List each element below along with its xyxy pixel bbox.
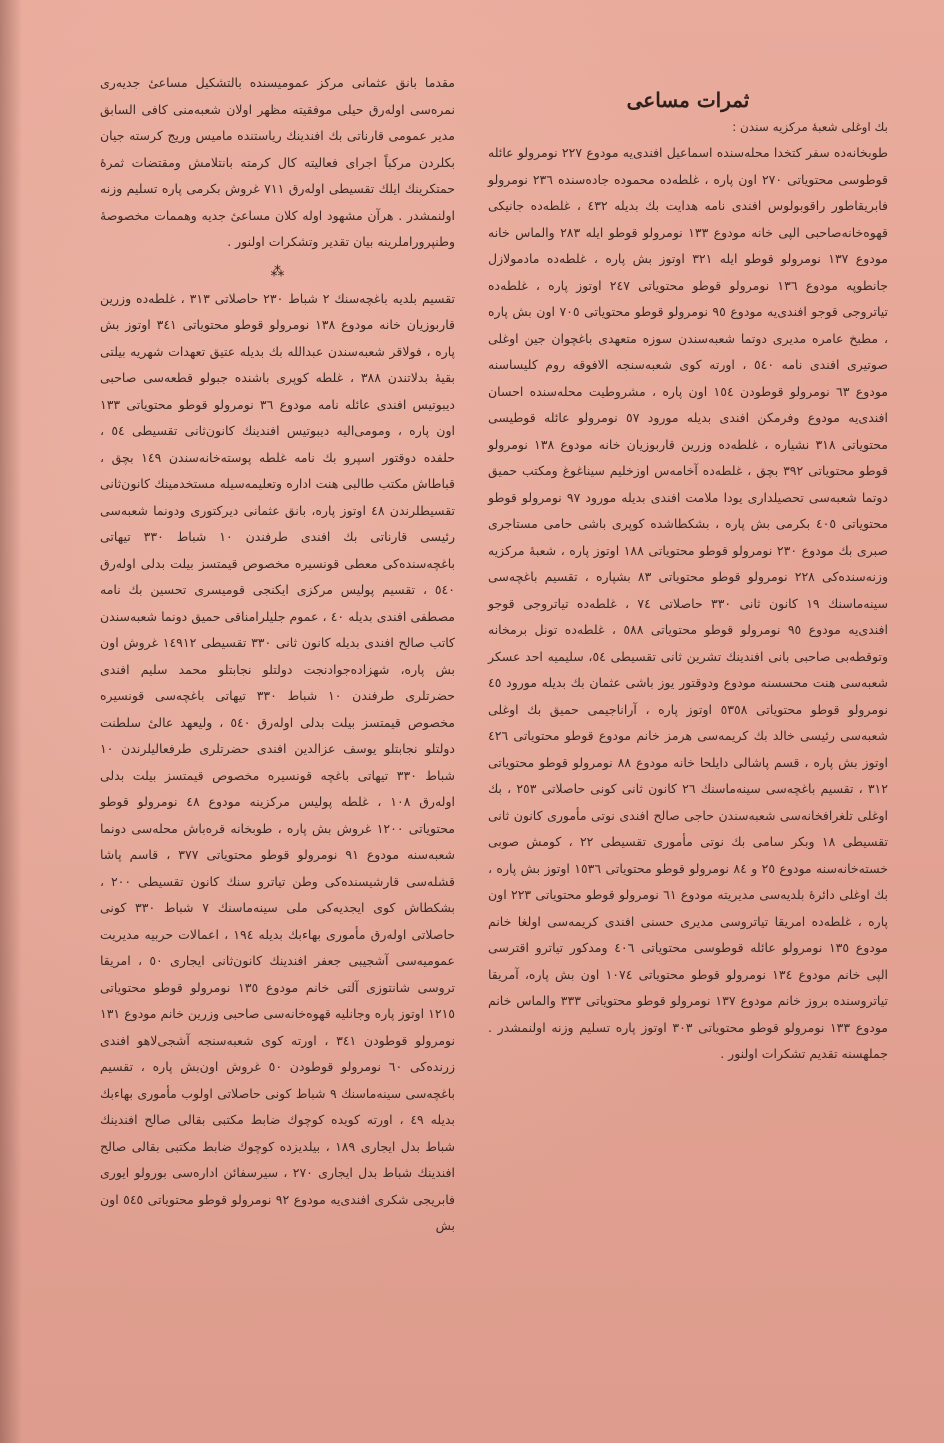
left-column-intro: مقدما بانق عثمانی مركز عمومیسنده بالتشكیل مساعیٔ جدیه‌ری نمره‌سی اوله‌رق حیلی موفقیته مظهر اولان شعبه‌منی كافی السابق مدیر عمومی قارناتی بك افندینك ریاستنده مامیس وریج كرسته جیان بكلردن مركباً اجرای فعالیته كال كرمته بانتلامش ومقتضات ثمرهٔ حمتكرینك ایلك تقسیطی اوله‌رق ٧١١ غروش بكرمی پاره تسلیم وزنه اولنمشدر . هرآن مشهود اوله كلان مساعیٔ جدیه وهممات مخصوصهٔ وطنپروراملرینه بیان تقدیر وتشكرات اولنور . bbox=[100, 75, 456, 249]
section-separator: ⁂ bbox=[270, 263, 285, 280]
page-edge-shadow bbox=[0, 0, 22, 1443]
column-gutter bbox=[470, 60, 471, 1390]
right-column-body: طوبخانه‌ده سفر كتخدا محله‌سنده اسماعیل افندی‌یه مودوع ٢٢٧ نومرولو عائله قوطوسی محتویاتی ٢٧٠ اون پاره ، غلطه‌ده محموده جاده‌سنده ٢٣٦ نومرولو فابریقاطور راقوبولوس افندی نامه هدایت بك بدیله ٤٣٢ ، غلطه‌ده جانیكی قهوه‌خانه‌صاحبی الپی خانه مودوع ١٣٣ نومرولو قوطو ایله ٢٨٣ والماس خانه مودوع ١٣٧ نومرولو قوطو ایله ٣٢١ اوتوز بش پاره ، غلطه‌ده مادمولازل جانطوپه مودوع ١٣٦ نومرولو قوطو محتویاتی ٢٤٧ اوتوز پاره ، غلطه‌ده تیاتروجی قوجو افندی‌یه مودوع ٩٥ نومرولو قوطو محتویاتی ٧٠٥ اون بش پاره ، مطبخ عامره مدیری دوتما شعبه‌سندن سوزه متعهدی باغچوان جین اوغلی صوتیری افندی نامه ٥٤٠ ، اورته كوی شعبه‌سنجه الافوقه روم كلیساسنه مودوع ٦٣ نومرولو قوطودن ١٥٤ اون پاره ، مشروطیت محله‌سنده احسان افندی‌یه مودوع وفرمكن افندی بدیله مورود ٥٧ نومرولو عائله قوطیسی محتویاتی ٣١٨ نشیاره ، غلطه‌ده وزرین قاربوزیان خانه مودوع ١٣٨ نومرولو قوطو محتویاتی ٣٩٢ بچق ، غلطه‌ده آخامه‌س اوزخلیم سیناغوغ ومكتب حمیق دوتما شعبه‌سی تحصیلداری یودا ملامت افندی بدیله مورود ٩٧ نومرولو قوطو محتویاتی ٤٠٥ بكرمی بش پاره ، بشكطاشده كوپری باشی حامی مستاجری صبری بك مودوع ٢٣٠ نومرولو قوطو محتویاتی ١٨٨ اوتوز پاره ، شعبهٔ مركزیه وزنه‌سنده‌كی ٢٢٨ نومرولو قوطو محتویاتی ٨٣ بشپاره ، تقسیم باغچه‌سی سینه‌ماسنك ١٩ كانون ثانی ٣٣٠ حاصلاتی ٧٤ ، غلطه‌ده تیاتروجی قوجو افندی‌یه مودوع ٩٥ نومرولو قوطو محتویاتی ٥٨٨ ، غلطه‌ده تونل برمخانه وتوقطه‌بی صاحبی بانی افندینك تشرین ثانی تقسیطی ٥٤، سلیمیه احد عسكر شعبه‌سی هنت محسسنه مودوع ودوقتور یوز باشی عثمان بك بدیله مورود ٤٥ نومرولو قوطو محتویاتی ٥٣٥٨ اوتوز پاره ، آراناجیمی حمیق بك اوغلی شعبه‌سی رئیسی خالد بك كریمه‌سی هرمز خانم مودوع قوطو محتویاتی ٤٢٦ اوتوز بش پاره ، قسم پاشالی دایلحا خانه مودوع ٨٨ نومرولو قوطو محتویاتی ٣١٢ ، تقسیم باغچه‌سی سینه‌ماسنك ٢٦ كانون ثانی كونی حاصلاتی ٢٥٣ ، بك اوغلی تلغرافخانه‌سی شعبه‌سندن حاجی صالح افندی نوتی مأموری كانون ثانی تقسیطی ١٨ وبكر سامی بك نوتی مأموری تقسیطی ٢٢ ، كومش صوبی خسته‌خانه‌سنه مودوع ٢٥ و ٨٤ نومرولو قوطو محتویاتی ١٥٣٦ اوتوز بش پاره ، بك اوغلی دائرهٔ بلدیه‌سی مدیریته مودوع ٦١ نومرولو قوطو محتویاتی ٢٢٣ اون پاره ، غلطه‌ده امریقا تیاتروسی مدیری حسنی افندی كریمه‌سی اولغا خانم مودوع ١٣٥ نومرولو عائله قوطوسی محتویاتی ٤٠٦ ومدكور تیاترو اقترسی الپی خانم مودوع ١٣٤ نومرولو قوطو محتویاتی ١٠٧٤ اون بش پاره، آمریقا تیاتروسنده بروز خانم مودوع ١٣٧ نومرولو قوطو محتویاتی ٣٣٣ والماس خانم مودوع ١٣٣ نومرولو قوطو محتویاتی ٣٠٣ اوتوز پاره تسلیم وزنه اولنمشدر . جملهسنه تقدیم تشكرات اولنور . bbox=[488, 145, 889, 1061]
column-subheading: بك اوغلی شعبهٔ مركزیه سندن : bbox=[732, 120, 888, 134]
left-column-body: تقسیم بلدیه باغچه‌سنك ٢ شباط ٢٣٠ حاصلاتی ٣١٣ ، غلطه‌ده وزرین قاربوزیان خانه مودوع ١٣٨ نومرولو قوطو محتویاتی ٣٤١ اوتوز بش پاره ، فولاقر شعبه‌سندن عبدالله بك بدیله عتیق تعهدات شهریه بیلتی بقیهٔ بدلاتندن ٣٨٨ ، غلطه كوپری باشنده جبولو قطعه‌سی صاحبی دیبوتیس افندی عائله نامه مودوع ٣٦ نومرولو قوطو محتویاتی ١٣٣ اون پاره ، ومومی‌الیه دیبوتیس افندینك كانون‌ثانی تقسیطی ٥٤ ، حلفده دوقتور اسپرو بك نامه غلطه پوسته‌خانه‌سندن ١٤٩ بچق ، قباطاش مكتب طالبی هنت اداره وتعلیمه‌سیله مستخدمینك كانون‌ثانی تقسیطلرندن ٤٨ اوتوز پاره، بانق عثمانی دیركتوری ودونما شعبه‌سی رئیسی قارناتی بك افندی طرفندن ١٠ شباط ٣٣٠ تیهاتی باغچه‌سنده‌كی معطی قونسیره مخصوص قیمتسز بیلت بدلی اوله‌رق ٥٤٠ ، تقسیم پولیس مركزی ایكنجی قومیسری تحسین بك نامه مصطفی افندی بدیله ٤٠ ، عموم جلیلرامناقی حمیق دونما شعبه‌سندن كاتب صالح افندی بدیله كانون ثانی ٣٣٠ تقسیطی ١٤٩١٢ غروش اون بش پاره، شهزاده‌جوادنجت دولتلو نجابتلو محمد سلیم افندی حضرتلری طرفندن ١٠ شباط ٣٣٠ تیهاتی باغچه‌سی قونسیره مخصوص قیمتسز بیلت بدلی اوله‌رق ٥٤٠ ، ولیعهد عالیٔ سلطنت دولتلو نجابتلو یوسف عزالدین افندی حضرتلری طرفعالیلرندن ١٠ شباط ٣٣٠ تیهاتی باغچه قونسیره مخصوص قیمتسز بیلت بدلی اوله‌رق ١٠٨ ، غلطه پولیس مركزینه مودوع ٤٨ نومرولو قوطو محتویاتی ١٢٠٠ غروش بش پاره ، طوبخانه قره‌باش محله‌سی دونما شعبه‌سنه مودوع ٩١ نومرولو قوطو محتویاتی ٣٧٧ ، قاسم پاشا قشله‌سی قارشیسنده‌كی وطن تیاترو سنك كانون تقسیطی ٢٠٠ ، بشكطاش كوی ایجدیه‌كی ملی سینه‌ماسنك ٧ شباط ٣٣٠ كونی حاصلاتی اوله‌رق مأموری بهاءبك بدیله ١٩٤ ، اعمالات حربیه مدیریت عمومیه‌سی آشجیبی جعفر افندینك كانون‌ثانی ایجاری ٥٠ ، امریقا تروسی شانتوزی آلتی خانم مودوع ١٣٥ نومرولو قوطو محتویاتی ١٢١٥ اوتوز پاره وجانلیه قهوه‌خانه‌سی صاحبی وزرین خانم مودوع ١٣١ نومرولو قوطودن ٣٤١ ، اورته كوی شعبه‌سنجه آشجی‌لاهو افندی زرنده‌كی ٦٠ نومرولو قوطودن ٥٠ غروش اون‌بش پاره ، تقسیم باغچه‌سی سینه‌ماسنك ٩ شباط كونی حاصلاتی اولوب مأموری بهاءبك بدیله ٤٩ ، اورته كویده كوچوك ضابط مكتبی بقالی صالح افندینك شباط بدل ایجاری ١٨٩ ، بیلدیزده كوچوك ضابط مكتبی بقالی صالح افندینك شباط بدل ایجاری ٢٧٠ ، سیرسفائن اداره‌سی بورولو ایوری فابریجی شكری افندی‌یه مودوع ٩٢ نومرولو قوطو محتویاتی ٥٤٥ اون بش bbox=[100, 290, 456, 1233]
right-column bbox=[488, 70, 888, 1076]
column-heading: ثمرات مساعی bbox=[626, 88, 750, 112]
left-column bbox=[100, 70, 455, 1248]
